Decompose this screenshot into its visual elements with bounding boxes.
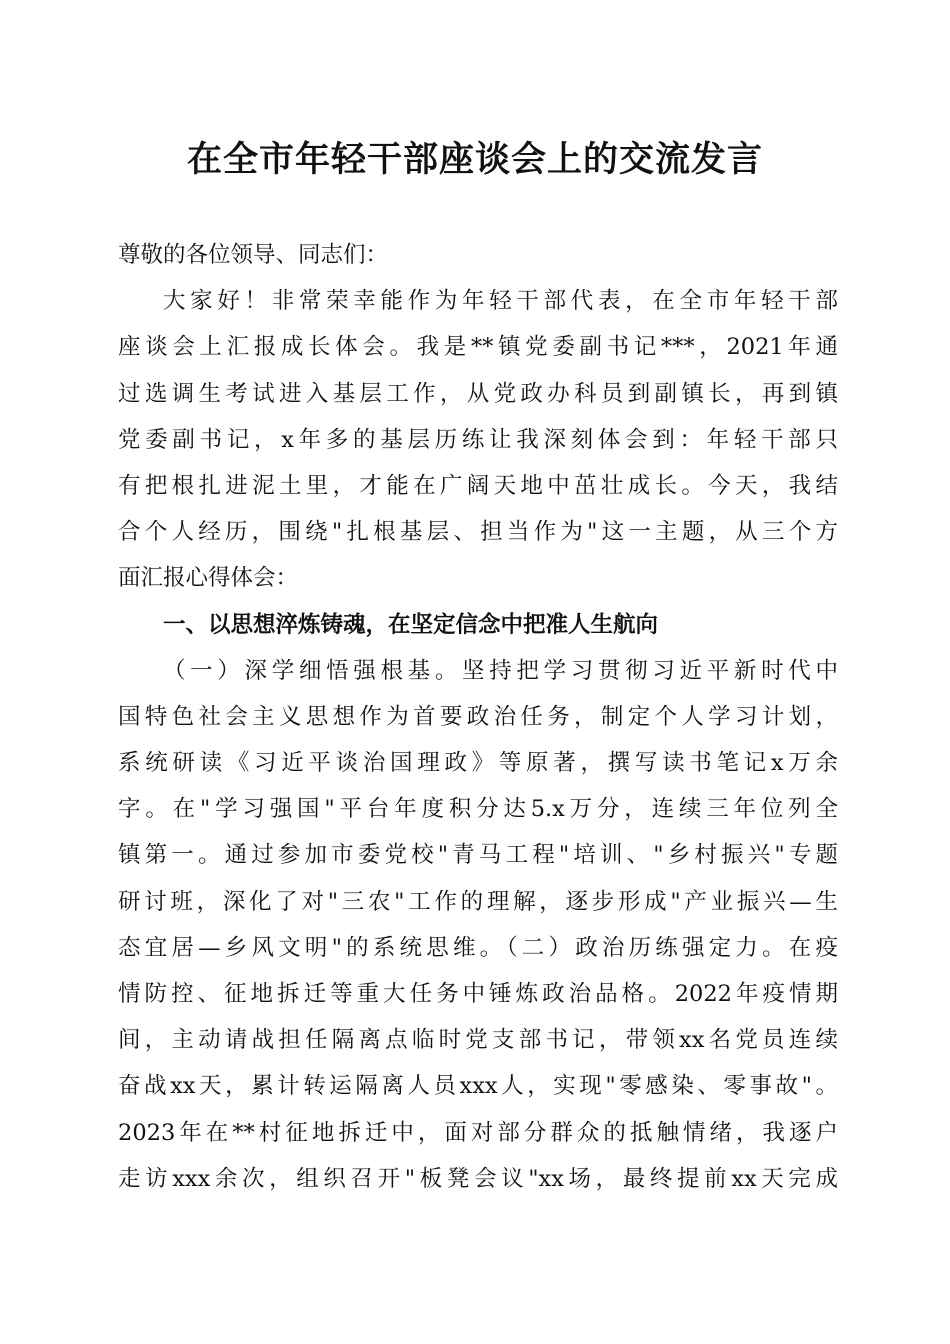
paragraph-line: 镇第一。通过参加市委党校"青马工程"培训、"乡村振兴"专题 [118, 842, 838, 869]
salutation: 尊敬的各位领导、同志们： [118, 242, 389, 268]
paragraph-line: 座谈会上汇报成长体会。我是**镇党委副书记***，2021年通 [118, 334, 838, 361]
paragraph-line: 2023年在**村征地拆迁中，面对部分群众的抵触情绪，我逐户 [118, 1119, 838, 1146]
paragraph-line: 系统研读《习近平谈治国理政》等原著，撰写读书笔记x万余 [118, 750, 838, 777]
paragraph-line: 情防控、征地拆迁等重大任务中锤炼政治品格。2022年疫情期 [118, 981, 838, 1007]
document-title: 在全市年轻干部座谈会上的交流发言 [186, 139, 763, 180]
paragraph-line: 奋战xx天，累计转运隔离人员xxx人，实现"零感染、零事故"。 [118, 1073, 838, 1100]
paragraph-line: 研讨班，深化了对"三农"工作的理解，逐步形成"产业振兴—生 [118, 888, 838, 915]
paragraph-line: 字。在"学习强国"平台年度积分达5.x万分，连续三年位列全 [118, 796, 838, 823]
paragraph-line: 国特色社会主义思想作为首要政治任务，制定个人学习计划， [118, 703, 838, 730]
paragraph-line: 间，主动请战担任隔离点临时党支部书记，带领xx名党员连续 [118, 1027, 838, 1054]
paragraph-line: 党委副书记，x年多的基层历练让我深刻体会到：年轻干部只 [118, 426, 838, 453]
paragraph-line: 大家好！非常荣幸能作为年轻干部代表，在全市年轻干部 [163, 288, 838, 315]
paragraph-line: 合个人经历，围绕"扎根基层、担当作为"这一主题，从三个方 [118, 519, 838, 546]
paragraph-line: 走访xxx余次，组织召开"板凳会议"xx场，最终提前xx天完成 [118, 1165, 838, 1192]
paragraph-line: 过选调生考试进入基层工作，从党政办科员到副镇长，再到镇 [118, 380, 838, 407]
paragraph-line: （一）深学细悟强根基。坚持把学习贯彻习近平新时代中 [163, 657, 838, 684]
paragraph-line: 有把根扎进泥土里，才能在广阔天地中茁壮成长。今天，我结 [118, 472, 838, 499]
document-body [118, 232, 838, 1202]
section-heading: 一、以思想淬炼铸魂，在坚定信念中把准人生航向 [163, 611, 659, 638]
paragraph-line: 面汇报心得体会： [118, 565, 299, 592]
paragraph-line: 态宜居—乡风文明"的系统思维。（二）政治历练强定力。在疫 [118, 934, 838, 961]
